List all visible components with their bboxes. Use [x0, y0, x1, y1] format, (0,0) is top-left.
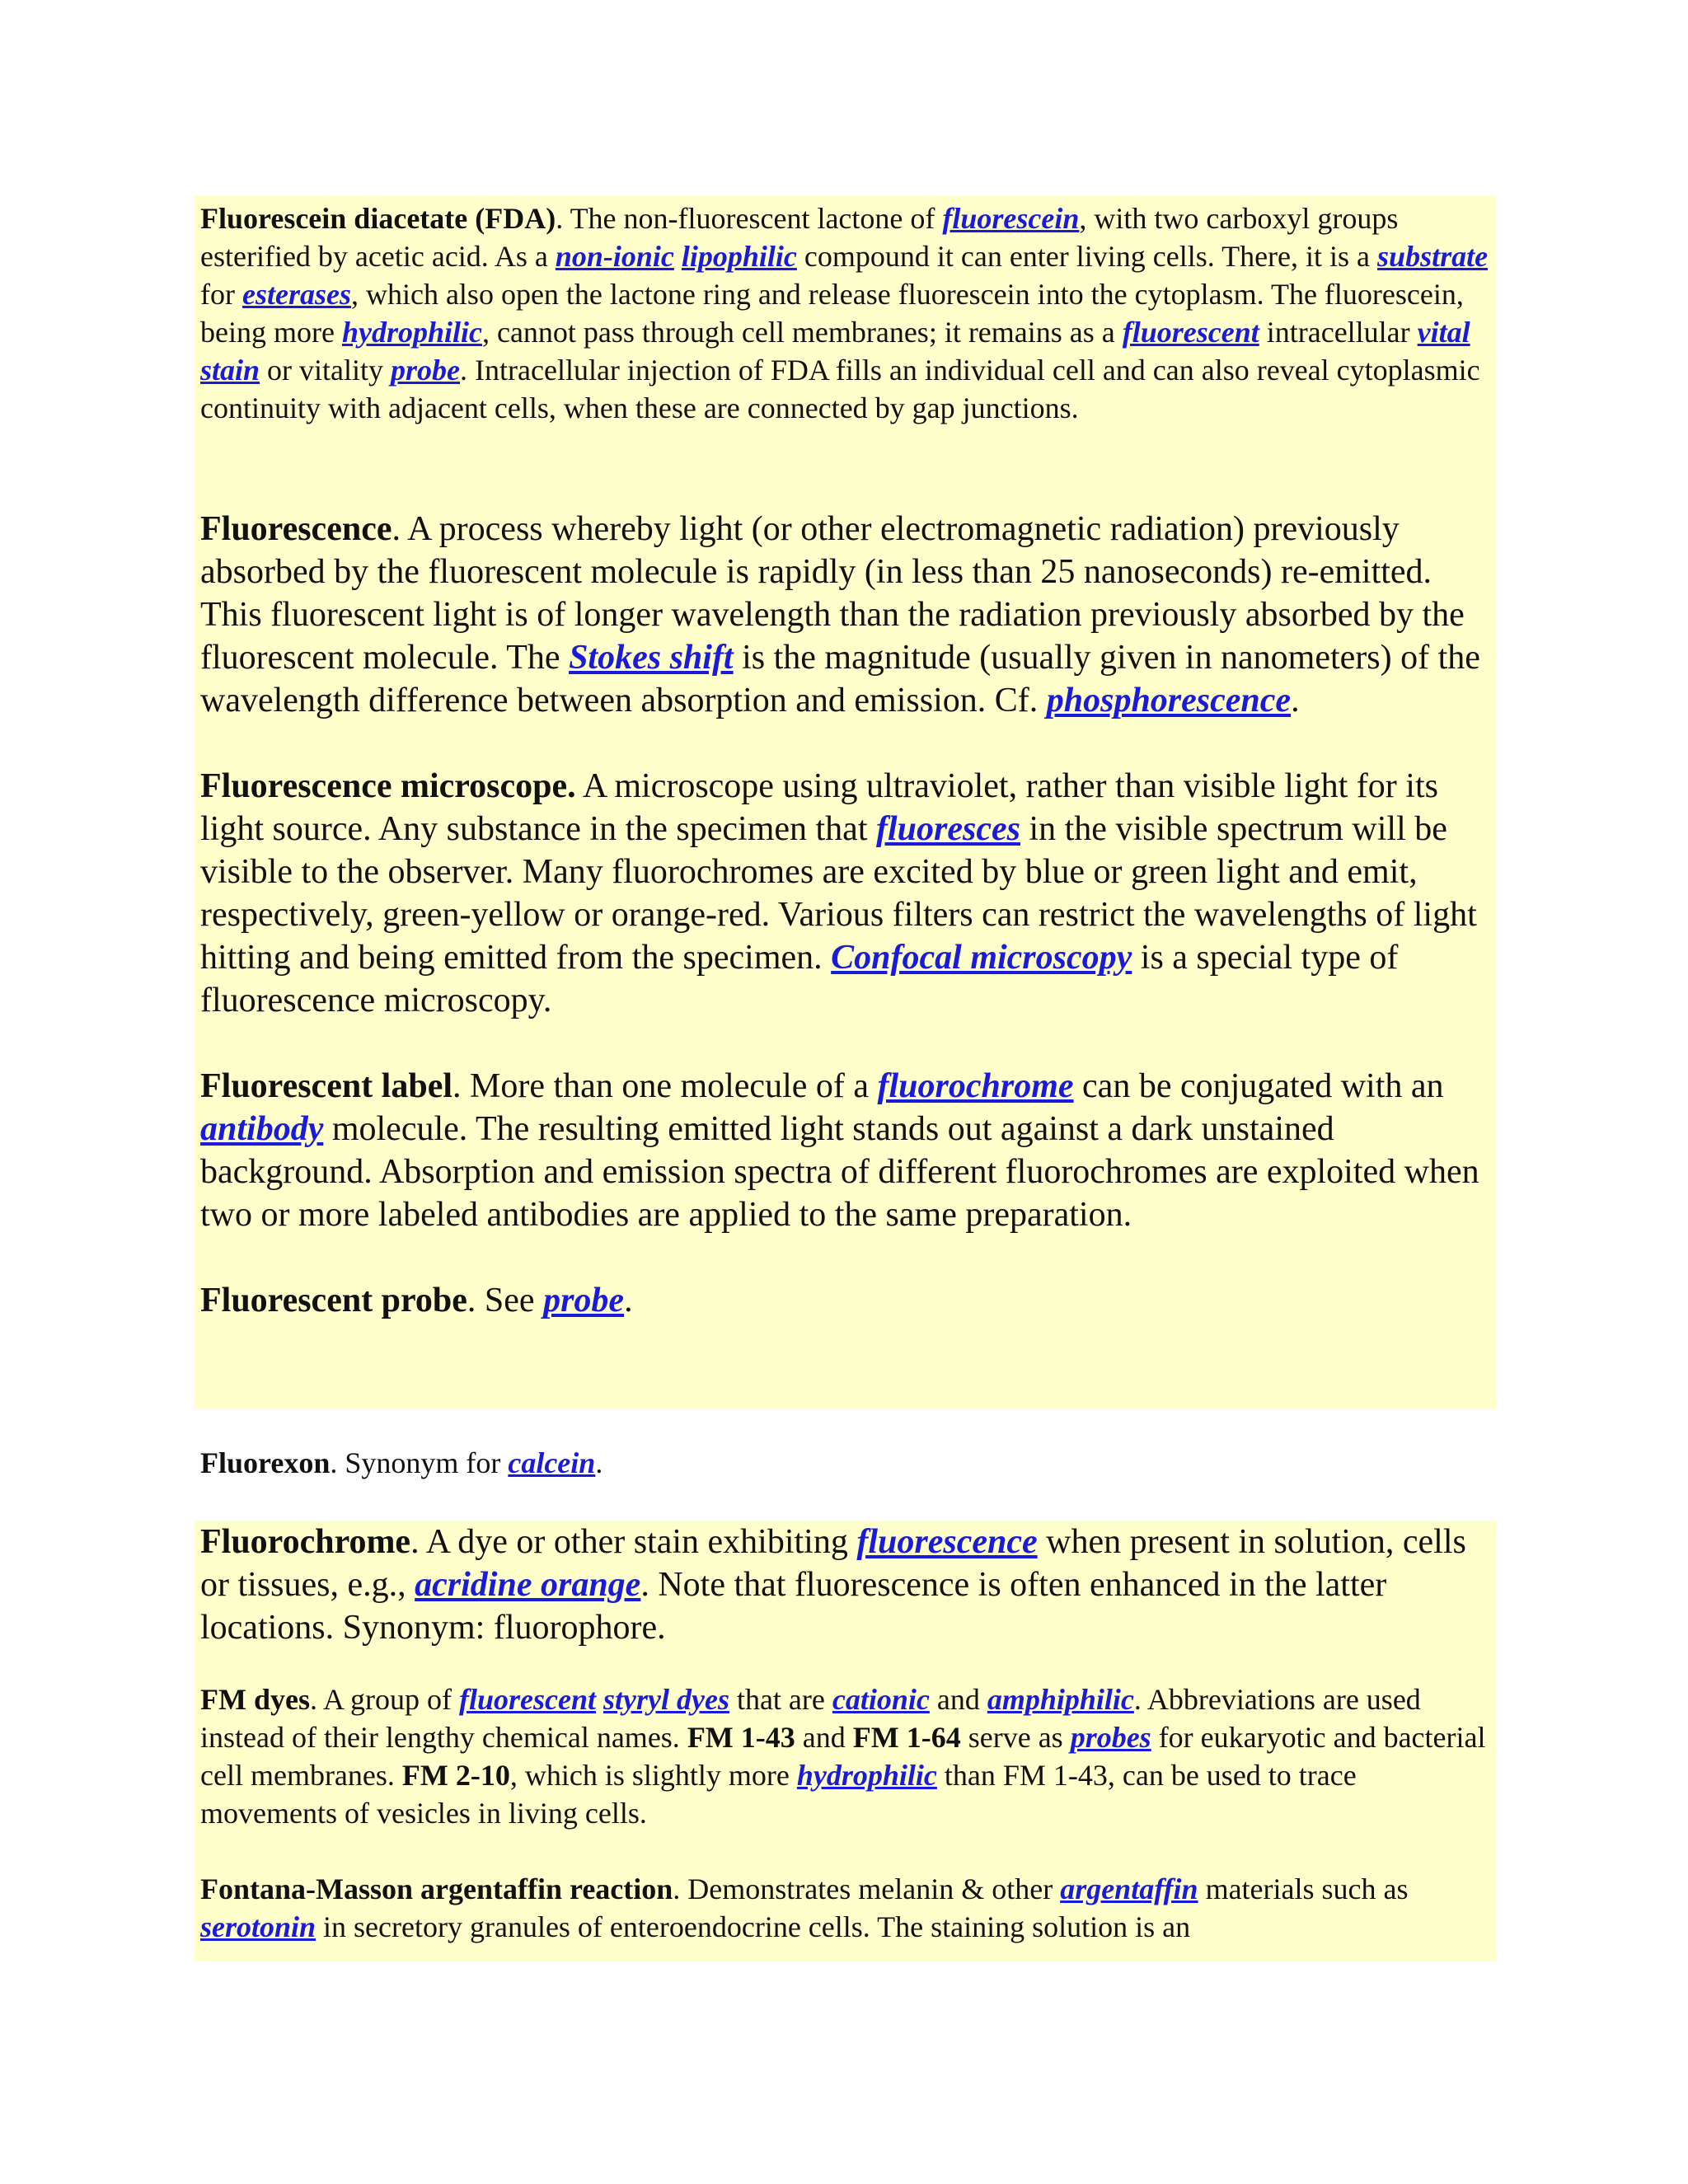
entry-fluorochrome-text: Fluorochrome. A dye or other stain exhibiting fluorescence when present in solution, cells or tissues, e.g., acridine orange. Note that fluorescence is often enhanced in the latter locations. Synonym: fluorophore.: [200, 1523, 1466, 1647]
link-confocal-microscopy[interactable]: Confocal microscopy: [831, 939, 1132, 977]
term-fm-dyes: FM dyes: [200, 1683, 310, 1716]
link-esterases[interactable]: esterases: [241, 278, 351, 311]
link-argentaffin[interactable]: argentaffin: [1060, 1872, 1198, 1905]
link-substrate[interactable]: substrate: [1377, 240, 1489, 273]
link-stokes-shift[interactable]: Stokes shift: [569, 639, 734, 677]
link-phosphorescence[interactable]: phosphorescence: [1046, 682, 1292, 719]
link-lipophilic[interactable]: lipophilic: [681, 240, 797, 273]
entry-fprobe-text: Fluorescent probe. See probe.: [200, 1282, 633, 1319]
entry-fm-text: FM dyes. A group of fluorescent styryl dyes that are cationic and amphiphilic. Abbreviations are used instead of their lengthy chemical names. FM 1-43 and FM 1-64 serve as probes for eukaryotic and bacterial cell membranes. FM 2-10, which is slightly more hydrophilic than FM 1-43, can be used to trace movements of vesicles in living cells.: [200, 1683, 1486, 1830]
link-probe[interactable]: probe: [391, 354, 461, 387]
link-hydrophilic[interactable]: hydrophilic: [341, 316, 482, 349]
link-fluorescein[interactable]: fluorescein: [942, 202, 1080, 235]
term-fluorescence: Fluorescence: [200, 510, 392, 548]
link-cationic[interactable]: cationic: [832, 1683, 930, 1716]
link-non-ionic[interactable]: non-ionic: [555, 240, 674, 273]
link-acridine-orange[interactable]: acridine orange: [415, 1566, 641, 1604]
link-serotonin[interactable]: serotonin: [200, 1910, 316, 1943]
link-styryl-dyes[interactable]: styryl dyes: [603, 1683, 729, 1716]
entry-fda-text: Fluorescein diacetate (FDA). The non-fluorescent lactone of fluorescein, with two carboxyl groups esterified by acetic acid. As a non-ionic lipophilic compound it can enter living cells. There, it is a substrate for esterases, which also open the lactone ring and release fluorescein into the cytoplasm. The fluorescein, being more hydrophilic, cannot pass through cell membranes; it remains as a fluorescent intracellular vital stain or vitality probe. Intracellular injection of FDA fills an individual cell and can also reveal cytoplasmic continuity with adjacent cells, when these are connected by gap junctions.: [200, 202, 1489, 424]
entry-label-text: Fluorescent label. More than one molecule of a fluorochrome can be conjugated with an antibody molecule. The resulting emitted light stands out against a dark unstained background. Absorption and emission spectra of different fluorochromes are exploited when two or more labeled antibodies are applied to the same preparation.: [200, 1067, 1479, 1234]
link-hydrophilic-2[interactable]: hydrophilic: [796, 1759, 937, 1792]
entry-fluorescence-text: Fluorescence. A process whereby light (or other electromagnetic radiation) previously absorbed by the fluorescent molecule is rapidly (in less than 25 nanoseconds) re-emitted. This fluorescent light is of longer wavelength than the radiation previously absorbed by the fluorescent molecule. The Stokes shift is the magnitude (usually given in nanometers) of the wavelength difference between absorption and emission. Cf. phosphorescence.: [200, 510, 1480, 719]
term-fluorescence-microscope: Fluorescence microscope.: [200, 767, 576, 805]
term-fontana-masson: Fontana-Masson argentaffin reaction: [200, 1872, 673, 1905]
link-fluoresces[interactable]: fluoresces: [875, 810, 1020, 848]
term-fluorescent-label: Fluorescent label: [200, 1067, 453, 1105]
term-fluorochrome: Fluorochrome: [200, 1523, 411, 1561]
entry-fontana-text: Fontana-Masson argentaffin reaction. Demonstrates melanin & other argentaffin materials such as serotonin in secretory granules of enteroendocrine cells. The staining solution is an: [200, 1872, 1409, 1943]
link-calcein[interactable]: calcein: [508, 1446, 596, 1479]
term-fluorexon: Fluorexon: [200, 1446, 331, 1479]
entry-fda: [194, 196, 1496, 468]
entry-group-fluorescence: [194, 468, 1496, 1409]
entry-microscope-text: Fluorescence microscope. A microscope using ultraviolet, rather than visible light for its light source. Any substance in the specimen that fluoresces in the visible spectrum will be visible to the observer. Many fluorochromes are excited by blue or green light and emit, respectively, green-yellow or orange-red. Various filters can restrict the wavelengths of light hitting and being emitted from the specimen. Confocal microscopy is a special type of fluorescence microscopy.: [200, 767, 1477, 1019]
link-fluorescent-2[interactable]: fluorescent: [459, 1683, 596, 1716]
link-antibody[interactable]: antibody: [200, 1110, 324, 1148]
link-fluorescence[interactable]: fluorescence: [856, 1523, 1038, 1561]
term-fluorescent-probe: Fluorescent probe: [200, 1282, 467, 1319]
link-probe-2[interactable]: probe: [543, 1282, 625, 1319]
entry-fluorexon: [194, 1444, 1496, 1493]
term-fda: Fluorescein diacetate (FDA): [200, 202, 556, 235]
link-amphiphilic[interactable]: amphiphilic: [987, 1683, 1134, 1716]
link-fluorescent[interactable]: fluorescent: [1122, 316, 1259, 349]
entry-fluorexon-text: Fluorexon. Synonym for calcein.: [200, 1446, 603, 1479]
link-vital-stain[interactable]: vital stain: [200, 316, 1470, 387]
link-probes[interactable]: probes: [1070, 1721, 1151, 1754]
link-fluorochrome[interactable]: fluorochrome: [877, 1067, 1074, 1105]
entry-group-fluorochrome: [194, 1521, 1496, 1961]
